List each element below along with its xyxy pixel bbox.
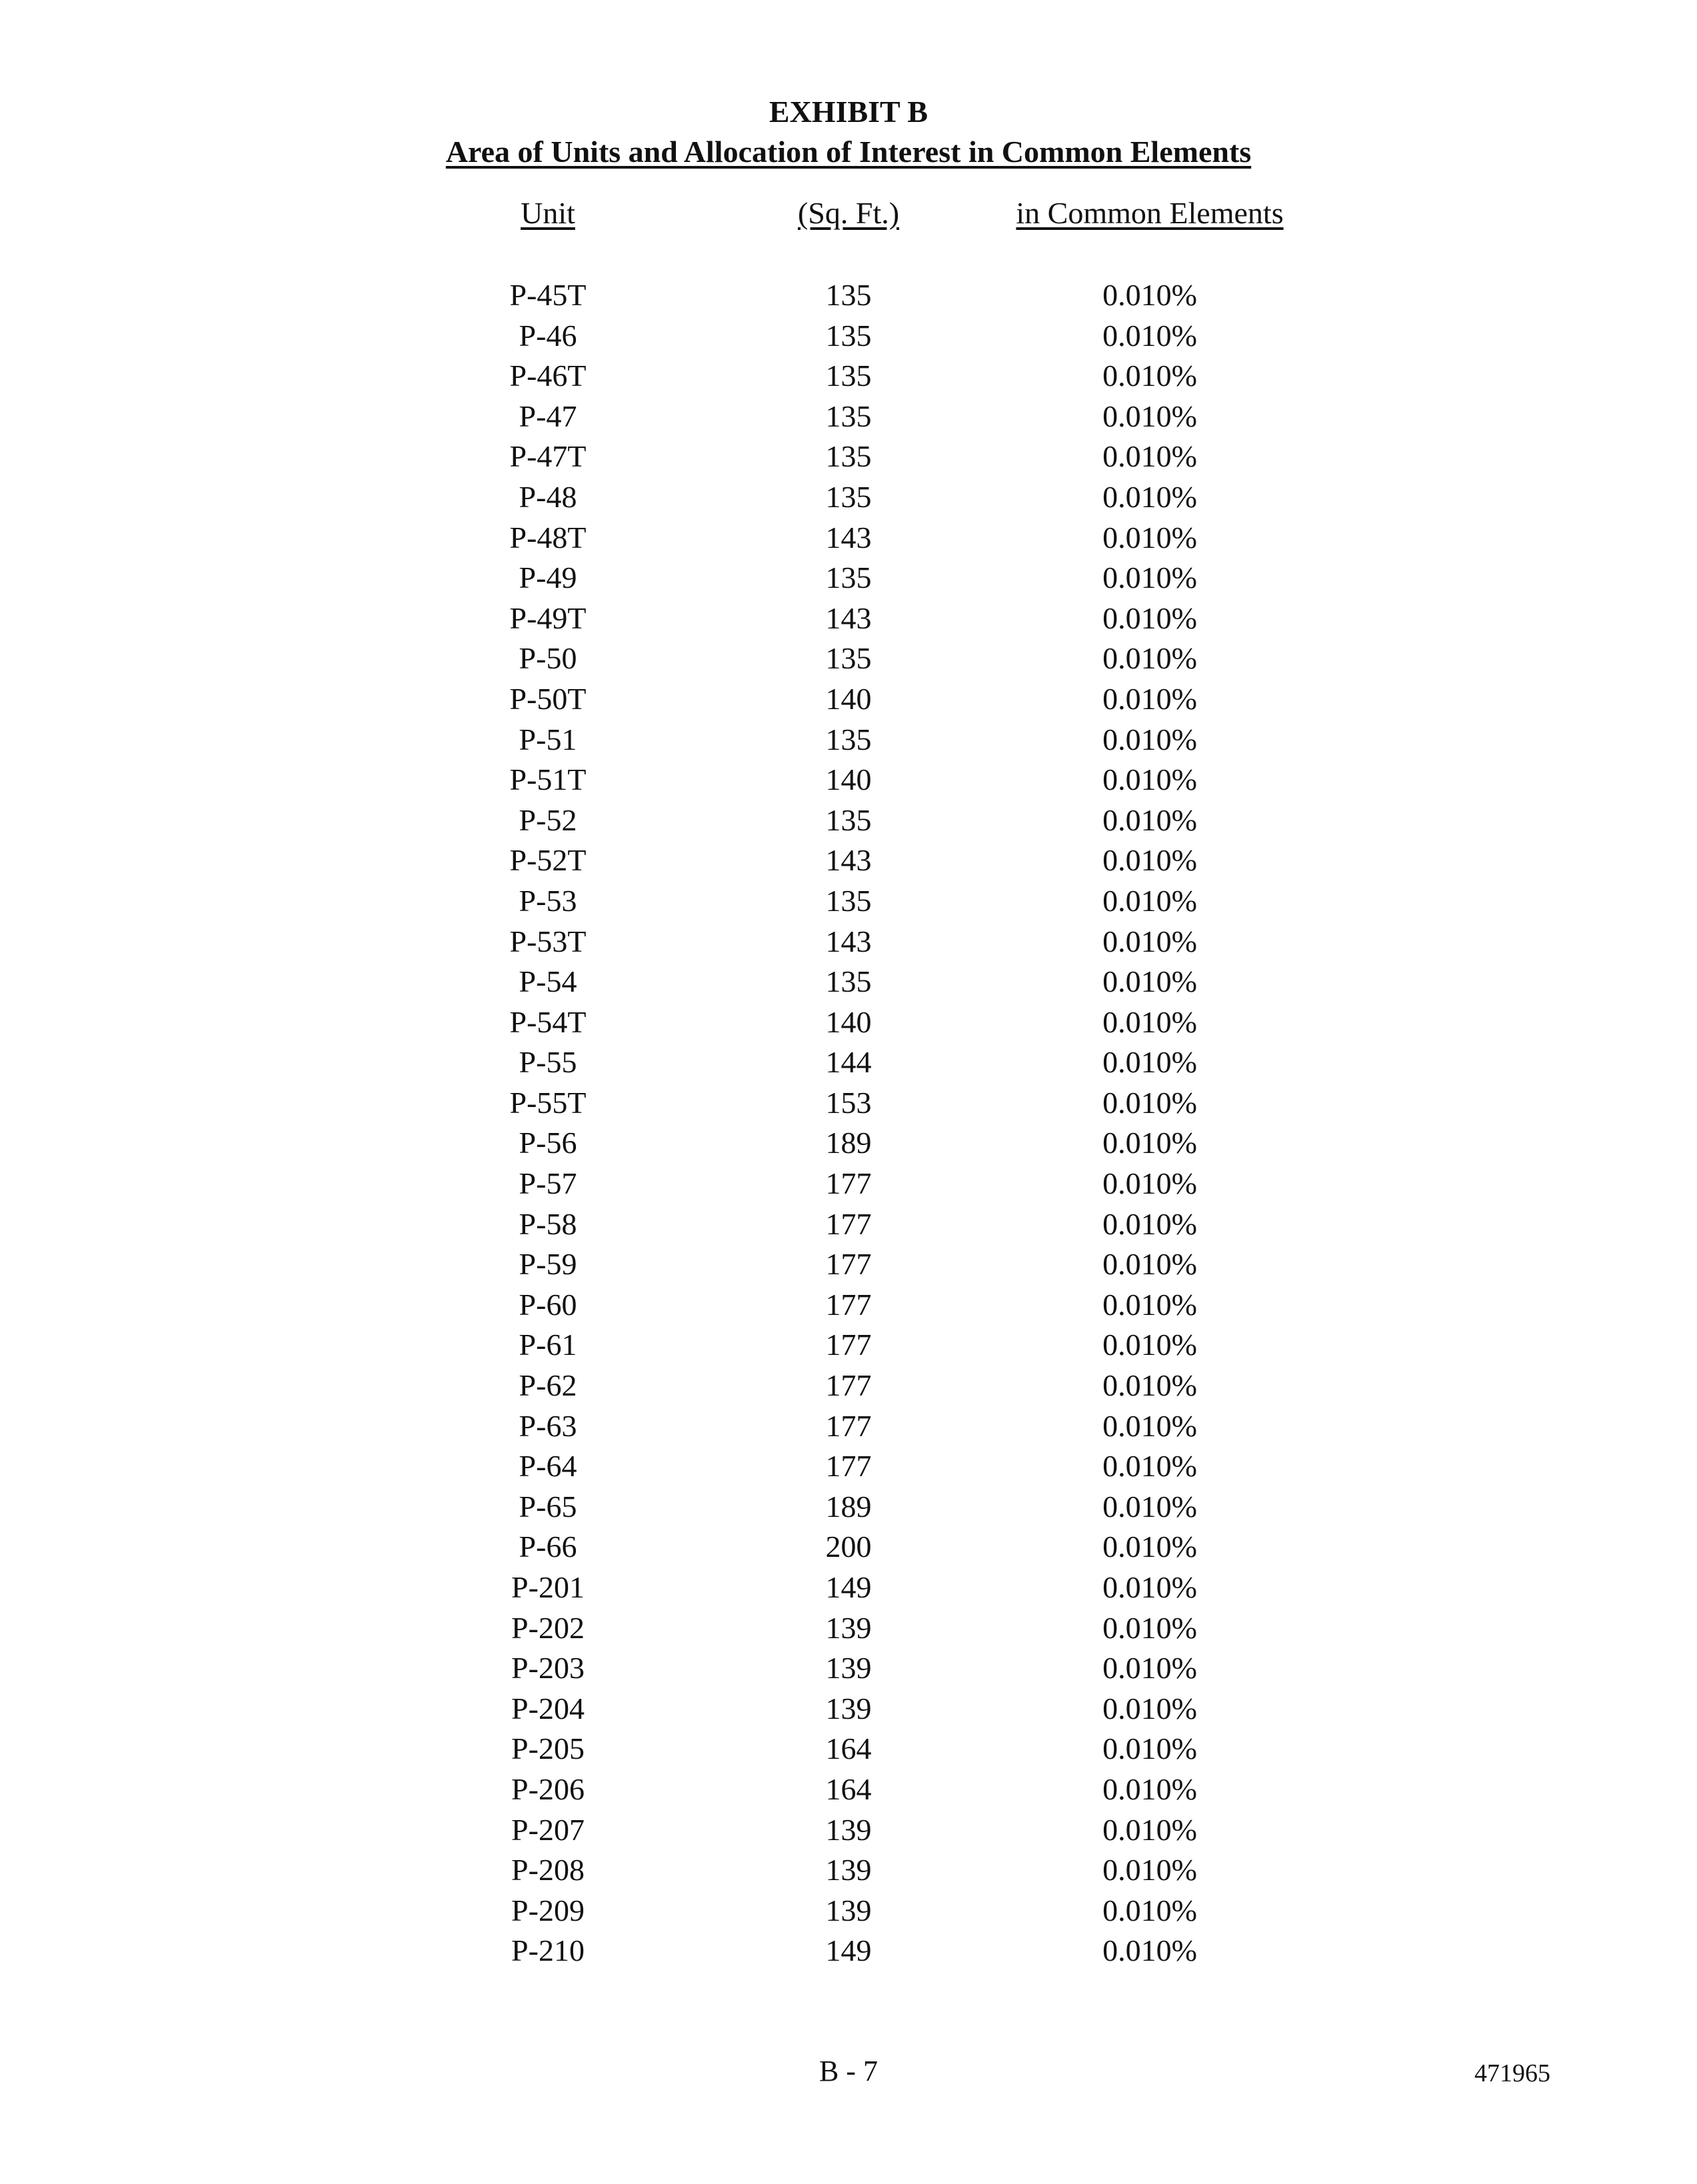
unit-cell: P-60 [519,1287,577,1322]
percentage-cell: 0.010% [1102,1045,1197,1080]
table-row [0,1164,1697,1204]
percentage-cell: 0.010% [1102,560,1197,595]
percentage-cell: 0.010% [1102,399,1197,433]
area-cell: 143 [825,520,872,554]
unit-cell: P-61 [519,1328,577,1362]
percentage-cell: 0.010% [1102,1489,1197,1524]
area-cell: 177 [825,1408,872,1443]
area-cell: 143 [825,924,872,958]
percentage-cell: 0.010% [1102,1449,1197,1484]
unit-cell: P-47T [509,439,587,474]
table-row [0,1648,1697,1689]
unit-cell: P-57 [519,1166,577,1201]
table-row [0,1042,1697,1083]
table-row [0,720,1697,760]
unit-cell: P-62 [519,1368,577,1403]
table-row [0,638,1697,679]
table-row [0,1083,1697,1124]
table-row [0,962,1697,1002]
area-cell: 164 [825,1731,872,1766]
area-cell: 135 [825,964,872,999]
table-row [0,1810,1697,1851]
area-cell: 135 [825,802,872,837]
table-row [0,437,1697,477]
percentage-cell: 0.010% [1102,1853,1197,1887]
unit-cell: P-50 [519,641,577,676]
unit-cell: P-58 [519,1206,577,1241]
column-header-percentage: in Common Elements [1016,196,1284,230]
area-cell: 135 [825,318,872,353]
unit-cell: P-209 [511,1893,585,1927]
percentage-cell: 0.010% [1102,1004,1197,1039]
percentage-cell: 0.010% [1102,964,1197,999]
table-row [0,1689,1697,1729]
table-row [0,1850,1697,1891]
percentage-cell: 0.010% [1102,1287,1197,1322]
percentage-cell: 0.010% [1102,1812,1197,1847]
area-cell: 177 [825,1449,872,1484]
unit-cell: P-55T [509,1085,587,1120]
area-cell: 139 [825,1610,872,1645]
area-cell: 135 [825,359,872,393]
percentage-cell: 0.010% [1102,278,1197,312]
percentage-cell: 0.010% [1102,924,1197,958]
table-row [0,1568,1697,1608]
unit-cell: P-45T [509,278,587,312]
unit-cell: P-55 [519,1045,577,1080]
table-row [0,1123,1697,1164]
area-cell: 149 [825,1570,872,1604]
area-cell: 177 [825,1206,872,1241]
document-number: 471965 [1474,2059,1550,2087]
percentage-cell: 0.010% [1102,1328,1197,1362]
unit-cell: P-64 [519,1449,577,1484]
table-row [0,1608,1697,1649]
area-cell: 139 [825,1651,872,1685]
unit-cell: P-46T [509,359,587,393]
area-cell: 140 [825,1004,872,1039]
percentage-cell: 0.010% [1102,359,1197,393]
unit-cell: P-49 [519,560,577,595]
table-row [0,881,1697,922]
area-cell: 189 [825,1126,872,1160]
percentage-cell: 0.010% [1102,1368,1197,1403]
unit-cell: P-202 [511,1610,585,1645]
table-row [0,1891,1697,1931]
unit-cell: P-65 [519,1489,577,1524]
area-cell: 153 [825,1085,872,1120]
percentage-cell: 0.010% [1102,1691,1197,1725]
table-row [0,1002,1697,1043]
percentage-cell: 0.010% [1102,883,1197,918]
percentage-cell: 0.010% [1102,1933,1197,1968]
unit-cell: P-207 [511,1812,585,1847]
unit-cell: P-52 [519,802,577,837]
unit-cell: P-208 [511,1853,585,1887]
unit-cell: P-54 [519,964,577,999]
unit-cell: P-63 [519,1408,577,1443]
unit-cell: P-205 [511,1731,585,1766]
area-cell: 140 [825,681,872,716]
table-row [0,397,1697,437]
column-header-unit: Unit [521,196,575,230]
unit-cell: P-59 [519,1247,577,1282]
percentage-cell: 0.010% [1102,1126,1197,1160]
percentage-cell: 0.010% [1102,843,1197,878]
table-row [0,1244,1697,1285]
unit-cell: P-46 [519,318,577,353]
table-row [0,316,1697,357]
percentage-cell: 0.010% [1102,1085,1197,1120]
percentage-cell: 0.010% [1102,318,1197,353]
table-row [0,275,1697,316]
unit-cell: P-204 [511,1691,585,1725]
table-row [0,922,1697,962]
unit-cell: P-54T [509,1004,587,1039]
area-cell: 177 [825,1247,872,1282]
unit-cell: P-49T [509,600,587,635]
table-row [0,1527,1697,1568]
area-cell: 135 [825,641,872,676]
table-row [0,1285,1697,1326]
area-cell: 164 [825,1771,872,1806]
unit-cell: P-203 [511,1651,585,1685]
table-row [0,1487,1697,1528]
unit-cell: P-53T [509,924,587,958]
unit-cell: P-210 [511,1933,585,1968]
table-row [0,1729,1697,1769]
table-row [0,477,1697,518]
percentage-cell: 0.010% [1102,1731,1197,1766]
area-cell: 139 [825,1853,872,1887]
table-row [0,679,1697,720]
unit-cell: P-48 [519,479,577,514]
units-table [0,275,1697,1971]
percentage-cell: 0.010% [1102,1570,1197,1604]
page-number: B - 7 [819,2055,878,2087]
percentage-cell: 0.010% [1102,439,1197,474]
exhibit-subtitle [0,133,1697,171]
unit-cell: P-53 [519,883,577,918]
unit-cell: P-66 [519,1530,577,1564]
area-cell: 177 [825,1328,872,1362]
percentage-cell: 0.010% [1102,1771,1197,1806]
unit-cell: P-50T [509,681,587,716]
unit-cell: P-47 [519,399,577,433]
unit-cell: P-51T [509,762,587,797]
table-row [0,1446,1697,1487]
table-row [0,1931,1697,1971]
area-cell: 135 [825,439,872,474]
area-cell: 177 [825,1287,872,1322]
area-cell: 189 [825,1489,872,1524]
exhibit-title: EXHIBIT B [769,95,928,129]
percentage-cell: 0.010% [1102,1247,1197,1282]
table-row [0,1406,1697,1447]
area-cell: 144 [825,1045,872,1080]
percentage-cell: 0.010% [1102,1166,1197,1201]
percentage-cell: 0.010% [1102,1893,1197,1927]
area-cell: 135 [825,883,872,918]
area-cell: 139 [825,1691,872,1725]
table-row [0,598,1697,639]
percentage-cell: 0.010% [1102,762,1197,797]
percentage-cell: 0.010% [1102,722,1197,756]
table-row [0,518,1697,558]
area-cell: 139 [825,1893,872,1927]
table-row [0,1325,1697,1366]
table-row [0,356,1697,397]
percentage-cell: 0.010% [1102,1610,1197,1645]
unit-cell: P-48T [509,520,587,554]
area-cell: 143 [825,843,872,878]
area-cell: 149 [825,1933,872,1968]
area-cell: 139 [825,1812,872,1847]
table-row [0,1769,1697,1810]
percentage-cell: 0.010% [1102,479,1197,514]
area-cell: 135 [825,560,872,595]
unit-cell: P-56 [519,1126,577,1160]
area-cell: 177 [825,1368,872,1403]
area-cell: 177 [825,1166,872,1201]
unit-cell: P-52T [509,843,587,878]
percentage-cell: 0.010% [1102,520,1197,554]
area-cell: 143 [825,600,872,635]
table-row [0,840,1697,881]
area-cell: 135 [825,399,872,433]
table-row [0,1366,1697,1406]
table-row [0,760,1697,800]
area-cell: 135 [825,479,872,514]
area-cell: 140 [825,762,872,797]
percentage-cell: 0.010% [1102,802,1197,837]
table-row [0,558,1697,598]
area-cell: 135 [825,722,872,756]
percentage-cell: 0.010% [1102,600,1197,635]
column-header-area: (Sq. Ft.) [797,196,900,230]
percentage-cell: 0.010% [1102,681,1197,716]
percentage-cell: 0.010% [1102,641,1197,676]
area-cell: 200 [825,1530,872,1564]
exhibit-subtitle-text: Area of Units and Allocation of Interest in Common Elements [445,135,1252,169]
table-row [0,800,1697,841]
percentage-cell: 0.010% [1102,1206,1197,1241]
table-row [0,1204,1697,1245]
unit-cell: P-206 [511,1771,585,1806]
unit-cell: P-51 [519,722,577,756]
unit-cell: P-201 [511,1570,585,1604]
area-cell: 135 [825,278,872,312]
percentage-cell: 0.010% [1102,1408,1197,1443]
percentage-cell: 0.010% [1102,1530,1197,1564]
percentage-cell: 0.010% [1102,1651,1197,1685]
